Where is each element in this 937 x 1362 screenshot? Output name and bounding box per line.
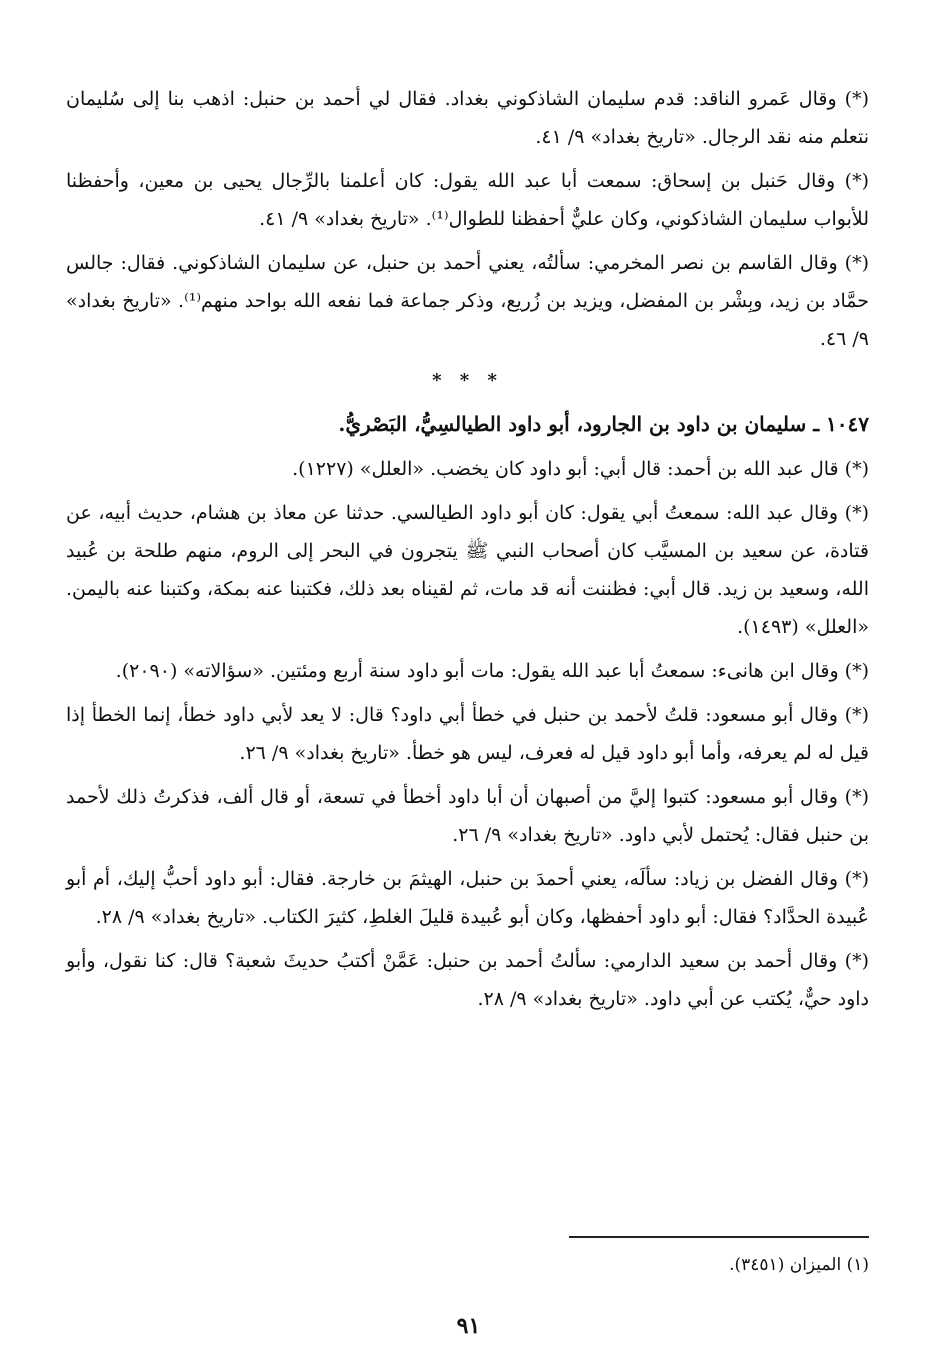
paragraph: (*) وقال أبو مسعود: كتبوا إليَّ من أصبهان أن أبا داود أخطأ في تسعة، أو قال ألف، فذكرتُ ذلك لأحمد بن حنبل فقال: يُحتمل لأبي داود. «تاريخ بغداد» ٩/ ٢٦.: [66, 786, 869, 846]
paragraph: (*) وقال القاسم بن نصر المخرمي: سألتُه، يعني أحمد بن حنبل، عن سليمان الشاذكوني. فقال: جالس حمَّاد بن زيد، وبِشْر بن المفضل، ويزيد بن زُريع، وذكر جماعة فما نفعه الله بواحد منهم⁽¹⁾. «تاريخ بغداد» ٩/ ٤٦.: [66, 252, 869, 350]
footnote: (١) الميزان (٣٤٥١).: [729, 1255, 869, 1275]
paragraph: (*) وقال عَمرو الناقد: قدم سليمان الشاذكوني بغداد. فقال لي أحمد بن حنبل: اذهب بنا إلى سُليمان نتعلم منه نقد الرجال. «تاريخ بغداد» ٩/ ٤١.: [66, 88, 869, 148]
paragraph: (*) وقال أبو مسعود: قلتُ لأحمد بن حنبل في خطأ أبي داود؟ قال: لا يعد لأبي داود خطأ، إنما الخطأ إذا قيل له لم يعرفه، وأما أبو داود قيل له فعرف، ليس هو خطأ. «تاريخ بغداد» ٩/ ٢٦.: [66, 704, 869, 764]
paragraph: (*) وقال الفضل بن زياد: سألَه، يعني أحمدَ بن حنبل، الهيثمَ بن خارجة. فقال: أبو داود أحبُّ إليك، أم أبو عُبيدة الحدَّاد؟ فقال: أبو داود أحفظها، وكان أبو عُبيدة قليلَ الغلطِ، كثيرَ الكتاب. «تاريخ بغداد» ٩/ ٢٨.: [66, 868, 869, 928]
paragraph: (*) وقال عبد الله: سمعتُ أبي يقول: كان أبو داود الطيالسي. حدثنا عن معاذ بن هشام، حديث أبيه، عن قتادة، عن سعيد بن المسيَّب كان أصحاب النبي ﷺ يتجرون في البحر إلى الروم، منهم طلحة بن عُبيد الله، وسعيد بن زيد. قال أبي: فظننت أنه قد مات، ثم لقيناه بعد ذلك، فكتبنا عنه بمكة، وكتبنا عنه باليمن. «العلل» (١٤٩٣).: [66, 502, 869, 638]
entry-heading: ١٠٤٧ ـ سليمان بن داود بن الجارود، أبو داود الطيالسِيُّ، البَصْريُّ.: [338, 412, 869, 436]
footnote-divider: [569, 1236, 869, 1238]
paragraph: (*) وقال أحمد بن سعيد الدارمي: سألتُ أحمد بن حنبل: عَمَّنْ أكتبُ حديثَ شعبة؟ قال: كنا نقول، وأبو داود حيٌّ، يُكتب عن أبي داود. «تاريخ بغداد» ٩/ ٢٨.: [66, 950, 869, 1010]
paragraph: (*) وقال ابن هانىء: سمعتُ أبا عبد الله يقول: مات أبو داود سنة أربع ومئتين. «سؤالاته» (٢٠٩٠).: [115, 660, 869, 682]
paragraph: (*) وقال حَنبل بن إسحاق: سمعت أبا عبد الله يقول: كان أعلمنا بالرِّجال يحيى بن معين، وأحفظنا للأبواب سليمان الشاذكوني، وكان عليٌّ أحفظنا للطوال⁽¹⁾. «تاريخ بغداد» ٩/ ٤١.: [66, 170, 869, 230]
main-text-column: [66, 80, 869, 1024]
section-separator: * * *: [432, 370, 503, 391]
page-number: ٩١: [456, 1313, 481, 1339]
paragraph: (*) قال عبد الله بن أحمد: قال أبي: أبو داود كان يخضب. «العلل» (١٢٢٧).: [292, 458, 869, 480]
